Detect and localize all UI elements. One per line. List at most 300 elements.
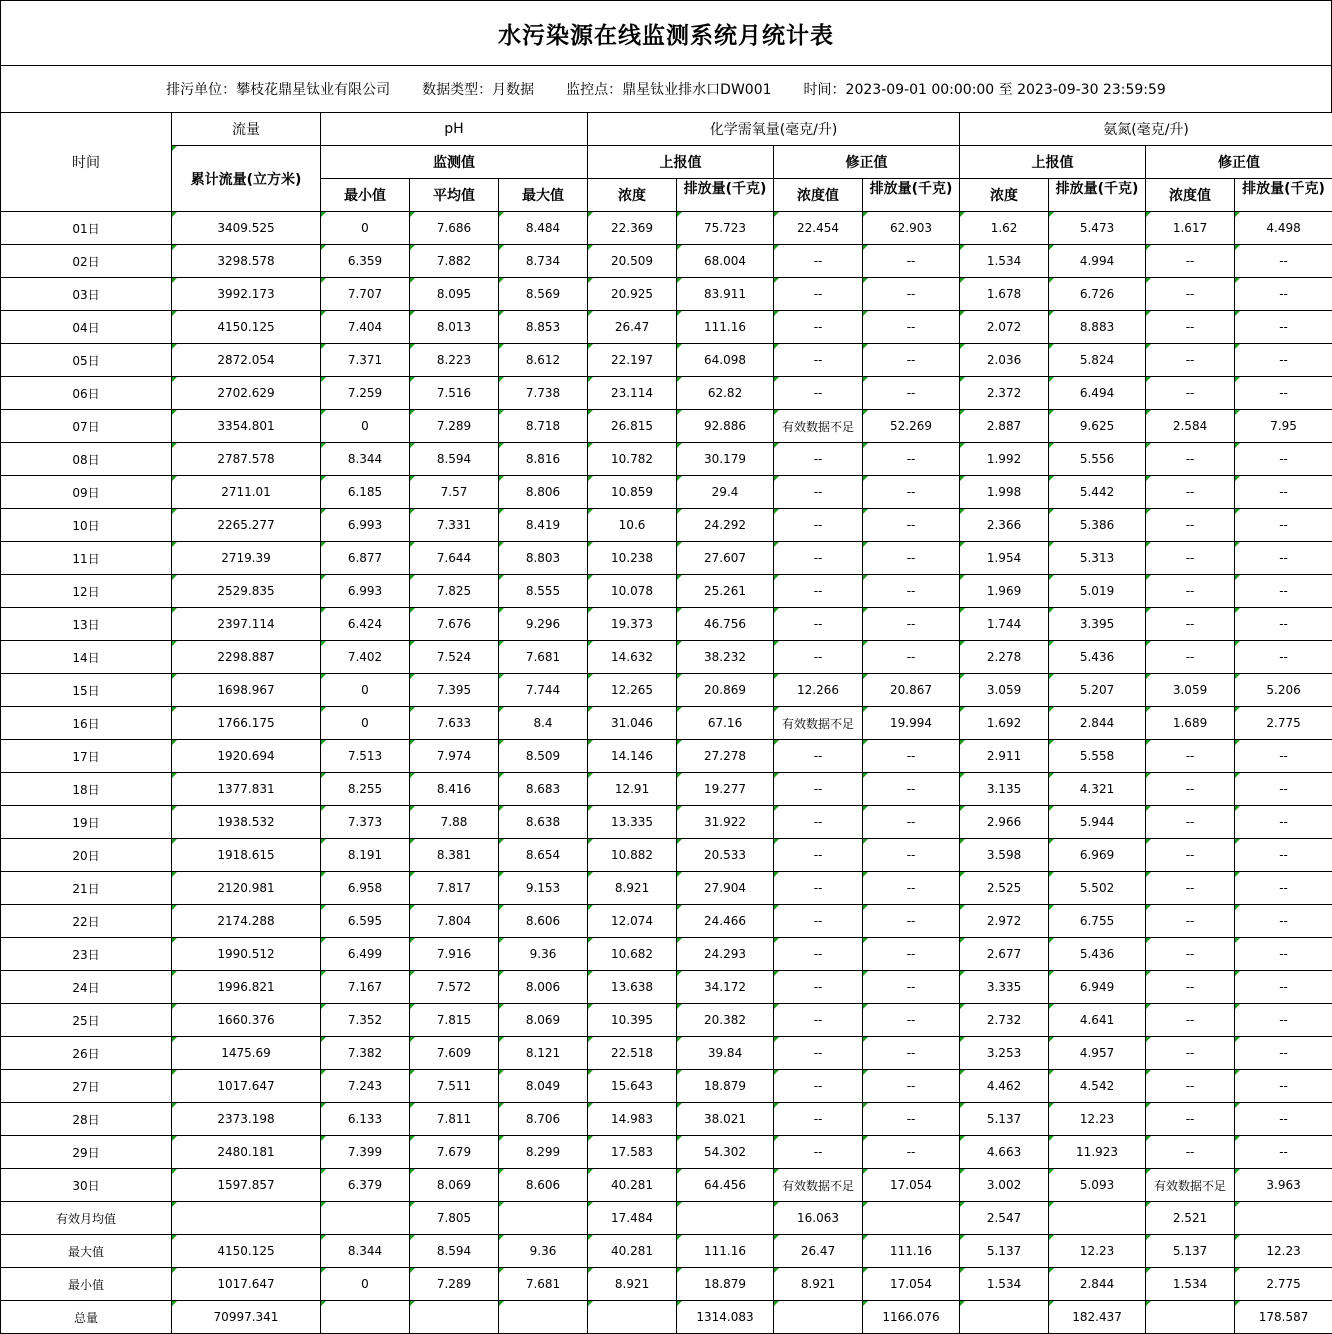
cell-ph-min: 7.382 [321,1037,410,1070]
cell-cod-emission: 64.456 [677,1169,774,1202]
cell-time: 16日 [1,707,172,740]
cell-nh3-conc: 3.059 [960,674,1049,707]
cell-ph-min: 6.958 [321,872,410,905]
cell-nh3-corr-conc: -- [1146,608,1235,641]
header-row-2 [1,146,1332,179]
cell-time: 26日 [1,1037,172,1070]
table-row [1,476,1332,509]
cell-cod-corr-conc [774,1301,863,1334]
cell-cod-conc: 20.509 [588,245,677,278]
cell-cod-corr-conc: -- [774,245,863,278]
cell-cod-corr-conc: -- [774,938,863,971]
cell-time: 10日 [1,509,172,542]
cell-ph-avg: 7.811 [410,1103,499,1136]
cell-nh3-corr-conc: -- [1146,1070,1235,1103]
table-row [1,872,1332,905]
cell-nh3-corr-conc: -- [1146,443,1235,476]
cell-nh3-corr-emission: 178.587 [1235,1301,1332,1334]
cell-cod-corr-conc: -- [774,608,863,641]
cell-ph-min: 7.707 [321,278,410,311]
cell-ph-max: 8.718 [499,410,588,443]
nh3-reported-conc-header: 浓度 [960,179,1049,212]
cell-nh3-conc: 3.598 [960,839,1049,872]
cell-nh3-conc: 4.462 [960,1070,1049,1103]
cell-cod-corr-conc: -- [774,476,863,509]
cell-nh3-corr-conc: -- [1146,1004,1235,1037]
cell-cod-emission: 75.723 [677,212,774,245]
cell-nh3-corr-emission: -- [1235,1004,1332,1037]
cell-nh3-corr-emission: -- [1235,806,1332,839]
cell-nh3-emission: 5.313 [1049,542,1146,575]
cell-nh3-corr-emission: -- [1235,542,1332,575]
table-row [1,905,1332,938]
cell-flow-total: 2373.198 [172,1103,321,1136]
cell-flow-total: 1377.831 [172,773,321,806]
cell-ph-min: 0 [321,707,410,740]
cod-header: 化学需氧量(毫克/升) [588,113,960,146]
cell-flow-total: 1918.615 [172,839,321,872]
cell-nh3-corr-emission: -- [1235,1136,1332,1169]
cell-nh3-emission: 4.957 [1049,1037,1146,1070]
cell-nh3-emission: 5.436 [1049,938,1146,971]
cell-ph-max: 8.299 [499,1136,588,1169]
cell-ph-min: 8.344 [321,1235,410,1268]
table-row [1,1004,1332,1037]
monitor-point: 监控点：鼎星钛业排水口DW001 [566,79,771,99]
cell-nh3-conc: 2.972 [960,905,1049,938]
cell-flow-total: 1698.967 [172,674,321,707]
cell-cod-emission: 18.879 [677,1268,774,1301]
cell-nh3-corr-conc: 2.521 [1146,1202,1235,1235]
table-row [1,641,1332,674]
cell-cod-conc: 15.643 [588,1070,677,1103]
cell-nh3-corr-conc: -- [1146,971,1235,1004]
cell-ph-avg: 7.88 [410,806,499,839]
cell-nh3-corr-conc: 3.059 [1146,674,1235,707]
cell-cod-emission: 27.904 [677,872,774,905]
cell-ph-max: 7.681 [499,1268,588,1301]
cell-ph-max [499,1301,588,1334]
cell-nh3-conc: 3.135 [960,773,1049,806]
cell-cod-conc: 17.583 [588,1136,677,1169]
table-row [1,740,1332,773]
cell-ph-avg: 7.289 [410,410,499,443]
cell-cod-corr-emission: -- [863,905,960,938]
cell-nh3-corr-conc: -- [1146,476,1235,509]
cell-ph-avg [410,1301,499,1334]
cell-cod-conc: 22.197 [588,344,677,377]
cell-nh3-corr-conc: 2.584 [1146,410,1235,443]
cell-cod-corr-conc: -- [774,311,863,344]
cell-cod-emission: 111.16 [677,311,774,344]
cell-ph-max: 8.606 [499,905,588,938]
cell-nh3-emission: 12.23 [1049,1235,1146,1268]
cell-cod-corr-emission: -- [863,641,960,674]
cell-ph-min: 6.877 [321,542,410,575]
cell-cod-emission: 67.16 [677,707,774,740]
cell-cod-emission: 38.232 [677,641,774,674]
cell-nh3-corr-conc: -- [1146,806,1235,839]
cell-time: 25日 [1,1004,172,1037]
cell-nh3-conc: 1.969 [960,575,1049,608]
cell-flow-total: 2298.887 [172,641,321,674]
cell-time: 29日 [1,1136,172,1169]
cell-ph-avg: 7.609 [410,1037,499,1070]
cell-cod-corr-conc: -- [774,1037,863,1070]
cell-nh3-conc: 3.335 [960,971,1049,1004]
cod-corrected-header: 修正值 [774,146,960,179]
cell-nh3-emission: 2.844 [1049,707,1146,740]
cell-cod-corr-conc: -- [774,740,863,773]
cell-cod-conc: 13.335 [588,806,677,839]
cell-cod-corr-conc: 26.47 [774,1235,863,1268]
cell-ph-min: 0 [321,410,410,443]
cell-flow-total: 1017.647 [172,1268,321,1301]
cell-nh3-corr-emission: -- [1235,740,1332,773]
cell-cod-emission [677,1202,774,1235]
cell-nh3-emission: 5.093 [1049,1169,1146,1202]
cod-reported-emission-header: 排放量(千克) [677,179,774,212]
cell-nh3-corr-conc: -- [1146,344,1235,377]
cell-nh3-conc: 2.732 [960,1004,1049,1037]
cell-flow-total: 2265.277 [172,509,321,542]
cell-ph-avg: 8.594 [410,1235,499,1268]
cell-time: 总量 [1,1301,172,1334]
cell-nh3-emission: 5.442 [1049,476,1146,509]
cell-nh3-corr-conc: -- [1146,311,1235,344]
cell-nh3-emission: 3.395 [1049,608,1146,641]
cell-cod-corr-emission: -- [863,1037,960,1070]
cell-ph-avg: 7.395 [410,674,499,707]
cell-cod-conc: 12.91 [588,773,677,806]
cell-cod-emission: 19.277 [677,773,774,806]
cell-ph-max: 8.569 [499,278,588,311]
cell-cod-corr-conc: -- [774,971,863,1004]
cell-cod-emission: 92.886 [677,410,774,443]
cell-nh3-corr-emission: -- [1235,1070,1332,1103]
cell-ph-max: 8.638 [499,806,588,839]
cell-flow-total: 4150.125 [172,311,321,344]
cell-ph-min: 8.255 [321,773,410,806]
flow-total-header: 累计流量(立方米) [172,146,321,212]
cell-cod-corr-emission: -- [863,542,960,575]
cell-time: 28日 [1,1103,172,1136]
cell-cod-conc: 26.47 [588,311,677,344]
cod-corrected-conc-header: 浓度值 [774,179,863,212]
table-row [1,1070,1332,1103]
cell-nh3-corr-emission: -- [1235,608,1332,641]
cell-time: 07日 [1,410,172,443]
cell-nh3-conc: 1.534 [960,1268,1049,1301]
cell-nh3-emission: 6.494 [1049,377,1146,410]
cell-ph-min: 8.191 [321,839,410,872]
cell-cod-corr-emission: -- [863,476,960,509]
cell-ph-avg: 7.644 [410,542,499,575]
cell-ph-min: 6.133 [321,1103,410,1136]
cell-nh3-corr-emission: -- [1235,971,1332,1004]
table-row [1,971,1332,1004]
cell-ph-max: 9.296 [499,608,588,641]
cell-cod-conc: 8.921 [588,1268,677,1301]
cell-nh3-conc: 2.372 [960,377,1049,410]
cell-ph-avg: 7.825 [410,575,499,608]
cell-nh3-conc: 2.525 [960,872,1049,905]
table-row [1,443,1332,476]
cell-ph-min: 7.352 [321,1004,410,1037]
table-row [1,608,1332,641]
cell-cod-corr-conc: -- [774,443,863,476]
cell-ph-max: 8.484 [499,212,588,245]
cell-cod-corr-emission: -- [863,608,960,641]
cell-ph-avg: 8.013 [410,311,499,344]
cell-cod-corr-emission: -- [863,278,960,311]
cell-cod-corr-emission: -- [863,971,960,1004]
cell-ph-min [321,1301,410,1334]
cell-ph-max: 8.612 [499,344,588,377]
cell-nh3-corr-conc: -- [1146,509,1235,542]
cell-ph-avg: 7.511 [410,1070,499,1103]
cell-time: 20日 [1,839,172,872]
cell-ph-max: 8.803 [499,542,588,575]
cell-time: 11日 [1,542,172,575]
cell-nh3-corr-emission: -- [1235,278,1332,311]
cell-nh3-corr-conc: -- [1146,542,1235,575]
cell-ph-avg: 7.805 [410,1202,499,1235]
table-row [1,839,1332,872]
table-row [1,212,1332,245]
cell-flow-total: 1766.175 [172,707,321,740]
cell-cod-conc: 14.146 [588,740,677,773]
cell-nh3-conc: 2.966 [960,806,1049,839]
header-row-1 [1,113,1332,146]
ph-min-header: 最小值 [321,179,410,212]
cell-cod-emission: 54.302 [677,1136,774,1169]
cell-ph-max: 8.049 [499,1070,588,1103]
cell-ph-avg: 7.633 [410,707,499,740]
cell-nh3-corr-emission: 12.23 [1235,1235,1332,1268]
cell-nh3-corr-conc: 有效数据不足 [1146,1169,1235,1202]
cell-ph-avg: 7.974 [410,740,499,773]
flow-header: 流量 [172,113,321,146]
cell-ph-avg: 8.069 [410,1169,499,1202]
cell-nh3-conc: 1.998 [960,476,1049,509]
cell-time: 30日 [1,1169,172,1202]
cell-time: 最大值 [1,1235,172,1268]
cell-nh3-conc: 2.072 [960,311,1049,344]
cell-cod-conc: 10.6 [588,509,677,542]
cell-cod-emission: 46.756 [677,608,774,641]
cell-nh3-corr-conc: -- [1146,905,1235,938]
cell-ph-min: 6.379 [321,1169,410,1202]
cell-nh3-conc: 1.992 [960,443,1049,476]
nh3-header: 氨氮(毫克/升) [960,113,1332,146]
cell-cod-corr-conc: 8.921 [774,1268,863,1301]
cell-flow-total: 2787.578 [172,443,321,476]
cell-nh3-corr-emission: -- [1235,1037,1332,1070]
cell-time: 06日 [1,377,172,410]
cell-nh3-emission: 8.883 [1049,311,1146,344]
cell-cod-conc: 22.369 [588,212,677,245]
cell-nh3-emission: 9.625 [1049,410,1146,443]
cell-nh3-corr-conc: 1.534 [1146,1268,1235,1301]
cell-cod-conc: 10.238 [588,542,677,575]
cell-nh3-conc: 4.663 [960,1136,1049,1169]
cell-nh3-conc: 5.137 [960,1103,1049,1136]
cell-cod-corr-emission: 62.903 [863,212,960,245]
cell-cod-corr-emission: -- [863,740,960,773]
cell-ph-avg: 7.804 [410,905,499,938]
cell-cod-conc: 12.074 [588,905,677,938]
cell-cod-emission: 25.261 [677,575,774,608]
cell-time: 02日 [1,245,172,278]
cell-flow-total: 2120.981 [172,872,321,905]
cell-nh3-corr-emission: 7.95 [1235,410,1332,443]
cell-nh3-emission: 12.23 [1049,1103,1146,1136]
cell-time: 有效月均值 [1,1202,172,1235]
cell-ph-max: 7.681 [499,641,588,674]
cell-cod-emission: 24.292 [677,509,774,542]
cell-cod-corr-conc: -- [774,839,863,872]
cell-cod-corr-conc: 16.063 [774,1202,863,1235]
cell-nh3-corr-conc: -- [1146,773,1235,806]
nh3-corrected-emission-header: 排放量(千克) [1235,179,1332,212]
cell-nh3-corr-emission: -- [1235,872,1332,905]
cell-nh3-emission: 5.436 [1049,641,1146,674]
cell-cod-corr-conc: -- [774,641,863,674]
cell-cod-corr-conc: -- [774,872,863,905]
cell-cod-conc: 20.925 [588,278,677,311]
cell-ph-min: 7.404 [321,311,410,344]
report-info-bar [0,66,1332,112]
cell-ph-min [321,1202,410,1235]
cell-time: 01日 [1,212,172,245]
cell-nh3-emission: 5.824 [1049,344,1146,377]
cell-cod-corr-emission: 17.054 [863,1268,960,1301]
cell-flow-total: 1938.532 [172,806,321,839]
time-range: 时间：2023-09-01 00:00:00 至 2023-09-30 23:59:59 [804,79,1166,99]
cell-nh3-emission: 5.558 [1049,740,1146,773]
cell-cod-corr-conc: 有效数据不足 [774,707,863,740]
summary-row [1,1235,1332,1268]
discharge-unit: 排污单位：攀枝花鼎星钛业有限公司 [166,79,390,99]
cell-nh3-corr-emission: -- [1235,839,1332,872]
cell-nh3-conc: 1.954 [960,542,1049,575]
cell-cod-emission: 30.179 [677,443,774,476]
cell-ph-min: 6.499 [321,938,410,971]
cell-ph-min: 0 [321,674,410,707]
cell-cod-emission: 39.84 [677,1037,774,1070]
cell-cod-emission: 62.82 [677,377,774,410]
ph-monitored-header: 监测值 [321,146,588,179]
cell-cod-emission: 1314.083 [677,1301,774,1334]
cell-cod-corr-conc: -- [774,1004,863,1037]
cell-cod-conc: 17.484 [588,1202,677,1235]
cell-nh3-corr-emission: -- [1235,1103,1332,1136]
cell-ph-avg: 7.916 [410,938,499,971]
cell-nh3-corr-emission: -- [1235,905,1332,938]
cell-ph-max: 8.654 [499,839,588,872]
cell-nh3-corr-emission: -- [1235,245,1332,278]
cell-nh3-corr-conc: -- [1146,740,1235,773]
cell-cod-corr-conc: -- [774,1070,863,1103]
cell-cod-corr-emission [863,1202,960,1235]
cell-ph-min: 6.595 [321,905,410,938]
cell-cod-conc: 26.815 [588,410,677,443]
cell-cod-corr-emission: -- [863,806,960,839]
cell-cod-corr-emission: -- [863,1136,960,1169]
cell-cod-emission: 20.382 [677,1004,774,1037]
cell-nh3-corr-conc: -- [1146,938,1235,971]
cell-nh3-emission: 5.473 [1049,212,1146,245]
cell-nh3-emission: 4.542 [1049,1070,1146,1103]
cell-nh3-corr-emission: -- [1235,575,1332,608]
cell-ph-avg: 7.524 [410,641,499,674]
cell-time: 15日 [1,674,172,707]
cell-ph-min: 6.185 [321,476,410,509]
cell-cod-corr-conc: 有效数据不足 [774,1169,863,1202]
cell-ph-min: 8.344 [321,443,410,476]
cell-nh3-conc: 2.278 [960,641,1049,674]
table-row [1,773,1332,806]
cell-ph-avg: 7.572 [410,971,499,1004]
cell-cod-corr-emission: -- [863,311,960,344]
cell-ph-avg: 7.817 [410,872,499,905]
cell-nh3-corr-conc: -- [1146,1136,1235,1169]
cell-nh3-corr-emission: -- [1235,773,1332,806]
cell-ph-avg: 7.815 [410,1004,499,1037]
cell-nh3-corr-emission: -- [1235,509,1332,542]
cell-nh3-corr-emission: -- [1235,377,1332,410]
cell-cod-conc: 10.682 [588,938,677,971]
table-row [1,806,1332,839]
cell-cod-corr-emission: -- [863,344,960,377]
cell-cod-conc: 31.046 [588,707,677,740]
cell-nh3-conc: 2.677 [960,938,1049,971]
cell-flow-total: 2872.054 [172,344,321,377]
cell-ph-avg: 8.381 [410,839,499,872]
cell-nh3-conc: 1.744 [960,608,1049,641]
cell-ph-max: 9.153 [499,872,588,905]
cell-nh3-emission: 5.019 [1049,575,1146,608]
cell-ph-max: 8.555 [499,575,588,608]
cell-flow-total: 70997.341 [172,1301,321,1334]
cell-nh3-corr-conc [1146,1301,1235,1334]
cell-time: 23日 [1,938,172,971]
cell-nh3-emission [1049,1202,1146,1235]
cell-cod-corr-emission: -- [863,1103,960,1136]
cell-ph-avg: 8.095 [410,278,499,311]
cell-cod-conc: 13.638 [588,971,677,1004]
cell-nh3-corr-conc: -- [1146,377,1235,410]
cell-cod-emission: 29.4 [677,476,774,509]
table-row [1,311,1332,344]
cell-flow-total: 2397.114 [172,608,321,641]
cell-ph-avg: 7.516 [410,377,499,410]
cell-cod-corr-emission: -- [863,1004,960,1037]
cell-ph-max: 7.738 [499,377,588,410]
table-row [1,245,1332,278]
cell-ph-min: 6.359 [321,245,410,278]
cell-ph-min: 7.373 [321,806,410,839]
cod-corrected-emission-header: 排放量(千克) [863,179,960,212]
cell-nh3-conc: 2.887 [960,410,1049,443]
cell-flow-total: 3992.173 [172,278,321,311]
cell-ph-min: 6.424 [321,608,410,641]
cell-nh3-corr-emission: -- [1235,443,1332,476]
cell-nh3-corr-conc: -- [1146,278,1235,311]
table-row [1,278,1332,311]
cell-flow-total: 1990.512 [172,938,321,971]
